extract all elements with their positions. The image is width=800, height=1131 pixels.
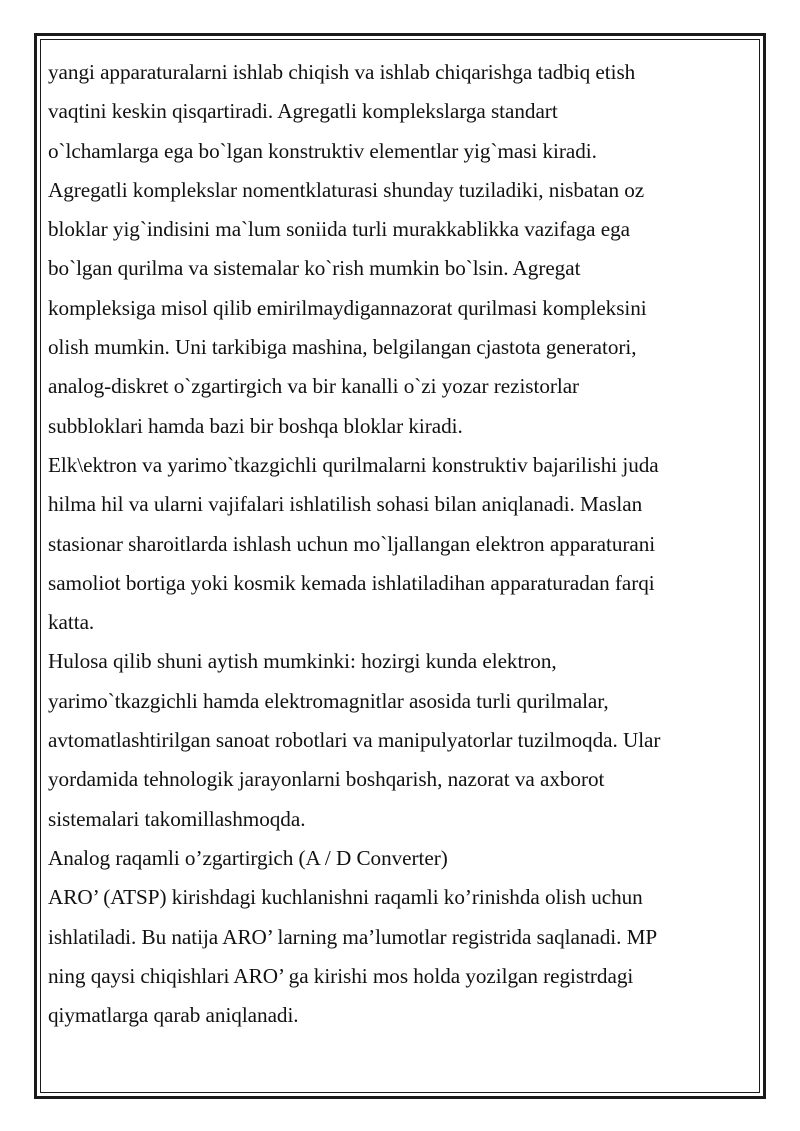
- text-line: yangi apparaturalarni ishlab chiqish va ishlab chiqarishga tadbiq etish: [48, 60, 636, 84]
- text-line: qiymatlarga qarab aniqlanadi.: [48, 1003, 299, 1028]
- text-line: yarimo`tkazgichli hamda elektromagnitlar asosida turli qurilmalar,: [48, 688, 609, 713]
- document-body: [48, 53, 748, 1035]
- text-line: vaqtini keskin qisqartiradi. Agregatli komplekslarga standart: [48, 99, 558, 124]
- text-line: ishlatiladi. Bu natija ARO’ larning ma’lumotlar registrida saqlanadi. MP: [48, 924, 658, 949]
- section-heading: Analog raqamli o’zgartirgich (A / D Converter): [48, 845, 448, 870]
- text-line: samoliot bortiga yoki kosmik kemada ishlatiladihan apparaturadan farqi: [48, 570, 655, 595]
- text-line: analog-diskret o`zgartirgich va bir kanalli o`zi yozar rezistorlar: [48, 374, 580, 399]
- text-line: ning qaysi chiqishlari ARO’ ga kirishi mos holda yozilgan registrdagi: [48, 963, 634, 988]
- text-line: Agregatli komplekslar nomentklaturasi shunday tuziladiki, nisbatan oz: [48, 177, 645, 202]
- text-line: subbloklari hamda bazi bir boshqa bloklar kiradi.: [48, 413, 463, 438]
- text-line: avtomatlashtirilgan sanoat robotlari va manipulyatorlar tuzilmoqda. Ular: [48, 728, 661, 753]
- text-line: kompleksiga misol qilib emirilmaydigannazorat qurilmasi kompleksini: [48, 295, 647, 320]
- text-line: bloklar yig`indisini ma`lum soniida turli murakkablikka vazifaga ega: [48, 217, 631, 242]
- text-line: katta.: [48, 610, 95, 635]
- text-line: Elk\ektron va yarimo`tkazgichli qurilmalarni konstruktiv bajarilishi juda: [48, 452, 659, 477]
- text-line: bo`lgan qurilma va sistemalar ko`rish mumkin bo`lsin. Agregat: [48, 256, 581, 281]
- text-line: ARO’ (ATSP) kirishdagi kuchlanishni raqamli ko’rinishda olish uchun: [48, 885, 643, 910]
- text-line: o`lchamlarga ega bo`lgan konstruktiv elementlar yig`masi kiradi.: [48, 138, 597, 163]
- text-line: stasionar sharoitlarda ishlash uchun mo`ljallangan elektron apparaturani: [48, 531, 656, 556]
- text-line: sistemalari takomillashmoqda.: [48, 806, 306, 831]
- text-line: Hulosa qilib shuni aytish mumkinki: hozirgi kunda elektron,: [48, 649, 557, 674]
- text-line: yordamida tehnologik jarayonlarni boshqarish, nazorat va axborot: [48, 767, 605, 792]
- text-line: hilma hil va ularni vajifalari ishlatilish sohasi bilan aniqlanadi. Maslan: [48, 492, 643, 517]
- text-line: olish mumkin. Uni tarkibiga mashina, belgilangan cjastota generatori,: [48, 335, 637, 360]
